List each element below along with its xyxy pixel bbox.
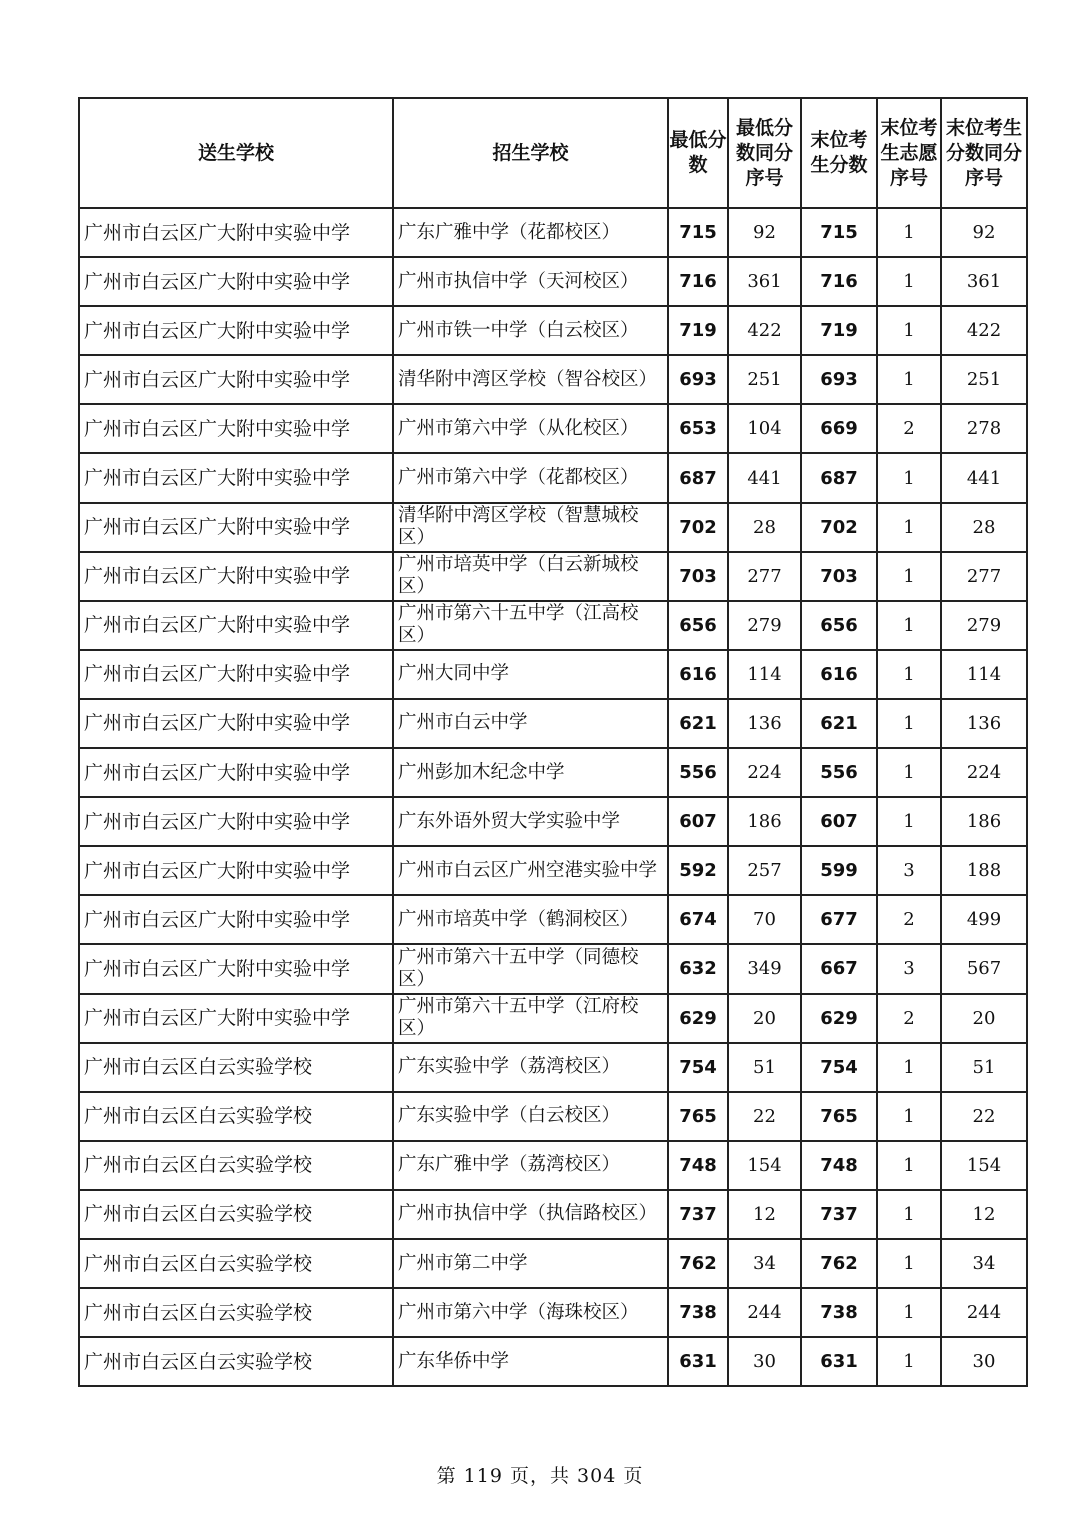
- cell-recv-school: 广州市第六中学（海珠校区）: [393, 1288, 668, 1337]
- cell-last-rank: 279: [941, 601, 1027, 650]
- table-row: [79, 748, 1027, 797]
- cell-min-score-rank: 257: [728, 846, 801, 895]
- cell-last-wish: 2: [877, 994, 941, 1043]
- cell-min-score-rank: 114: [728, 650, 801, 699]
- table-row: [79, 699, 1027, 748]
- admission-table: [78, 97, 1028, 1387]
- cell-recv-school: 广州市第六中学（花都校区）: [393, 453, 668, 502]
- cell-min-score: 716: [668, 257, 728, 306]
- cell-last-wish: 1: [877, 1092, 941, 1141]
- cell-min-score: 748: [668, 1141, 728, 1190]
- cell-last-rank: 22: [941, 1092, 1027, 1141]
- cell-min-score: 693: [668, 355, 728, 404]
- cell-last-rank: 224: [941, 748, 1027, 797]
- cell-min-score-rank: 92: [728, 208, 801, 257]
- cell-send-school: 广州市白云区广大附中实验中学: [79, 748, 393, 797]
- cell-min-score-rank: 12: [728, 1190, 801, 1239]
- cell-send-school: 广州市白云区白云实验学校: [79, 1337, 393, 1386]
- cell-recv-school: 广州彭加木纪念中学: [393, 748, 668, 797]
- cell-last-wish: 1: [877, 1043, 941, 1092]
- cell-last-rank: 188: [941, 846, 1027, 895]
- cell-last-rank: 136: [941, 699, 1027, 748]
- cell-min-score: 754: [668, 1043, 728, 1092]
- cell-last-score: 631: [801, 1337, 877, 1386]
- cell-min-score: 616: [668, 650, 728, 699]
- cell-min-score: 765: [668, 1092, 728, 1141]
- cell-last-rank: 278: [941, 404, 1027, 453]
- cell-min-score-rank: 22: [728, 1092, 801, 1141]
- cell-last-score: 715: [801, 208, 877, 257]
- cell-min-score-rank: 70: [728, 895, 801, 944]
- cell-recv-school: 广州大同中学: [393, 650, 668, 699]
- cell-last-wish: 1: [877, 208, 941, 257]
- cell-min-score: 719: [668, 306, 728, 355]
- cell-recv-school: 广州市第二中学: [393, 1239, 668, 1288]
- cell-send-school: 广州市白云区广大附中实验中学: [79, 650, 393, 699]
- cell-min-score: 762: [668, 1239, 728, 1288]
- cell-last-wish: 1: [877, 650, 941, 699]
- cell-last-wish: 3: [877, 944, 941, 993]
- table-row: [79, 846, 1027, 895]
- table-row: [79, 994, 1027, 1043]
- cell-recv-school: 广州市执信中学（执信路校区）: [393, 1190, 668, 1239]
- cell-min-score-rank: 104: [728, 404, 801, 453]
- cell-recv-school: 广东外语外贸大学实验中学: [393, 797, 668, 846]
- cell-min-score-rank: 186: [728, 797, 801, 846]
- cell-recv-school: 广东广雅中学（花都校区）: [393, 208, 668, 257]
- header-recv-school: 招生学校: [393, 98, 668, 208]
- cell-send-school: 广州市白云区广大附中实验中学: [79, 797, 393, 846]
- cell-min-score-rank: 154: [728, 1141, 801, 1190]
- cell-send-school: 广州市白云区广大附中实验中学: [79, 453, 393, 502]
- cell-recv-school: 广东华侨中学: [393, 1337, 668, 1386]
- cell-min-score: 607: [668, 797, 728, 846]
- cell-min-score: 629: [668, 994, 728, 1043]
- cell-recv-school: 广东实验中学（白云校区）: [393, 1092, 668, 1141]
- table-row: [79, 404, 1027, 453]
- table-row: [79, 1239, 1027, 1288]
- cell-send-school: 广州市白云区广大附中实验中学: [79, 404, 393, 453]
- cell-recv-school: 广州市第六中学（从化校区）: [393, 404, 668, 453]
- cell-send-school: 广州市白云区广大附中实验中学: [79, 552, 393, 601]
- cell-last-rank: 361: [941, 257, 1027, 306]
- cell-send-school: 广州市白云区白云实验学校: [79, 1043, 393, 1092]
- cell-send-school: 广州市白云区广大附中实验中学: [79, 601, 393, 650]
- table-row: [79, 895, 1027, 944]
- cell-recv-school: 广州市铁一中学（白云校区）: [393, 306, 668, 355]
- table-row: [79, 208, 1027, 257]
- cell-last-wish: 1: [877, 1239, 941, 1288]
- table-row: [79, 601, 1027, 650]
- cell-min-score: 592: [668, 846, 728, 895]
- cell-last-score: 765: [801, 1092, 877, 1141]
- cell-last-rank: 51: [941, 1043, 1027, 1092]
- cell-last-wish: 1: [877, 257, 941, 306]
- cell-last-rank: 499: [941, 895, 1027, 944]
- cell-last-rank: 12: [941, 1190, 1027, 1239]
- table-row: [79, 1092, 1027, 1141]
- cell-send-school: 广州市白云区广大附中实验中学: [79, 895, 393, 944]
- table-row: [79, 944, 1027, 993]
- cell-min-score-rank: 51: [728, 1043, 801, 1092]
- cell-last-score: 737: [801, 1190, 877, 1239]
- cell-send-school: 广州市白云区白云实验学校: [79, 1239, 393, 1288]
- cell-last-wish: 1: [877, 601, 941, 650]
- cell-min-score: 715: [668, 208, 728, 257]
- cell-send-school: 广州市白云区白云实验学校: [79, 1092, 393, 1141]
- table-row: [79, 797, 1027, 846]
- cell-send-school: 广州市白云区广大附中实验中学: [79, 699, 393, 748]
- cell-recv-school: 广州市白云中学: [393, 699, 668, 748]
- cell-send-school: 广州市白云区广大附中实验中学: [79, 994, 393, 1043]
- cell-send-school: 广州市白云区白云实验学校: [79, 1141, 393, 1190]
- table-row: [79, 1337, 1027, 1386]
- cell-last-rank: 154: [941, 1141, 1027, 1190]
- cell-last-score: 703: [801, 552, 877, 601]
- cell-last-score: 702: [801, 503, 877, 552]
- table-row: [79, 453, 1027, 502]
- cell-recv-school: 清华附中湾区学校（智慧城校区）: [393, 503, 668, 552]
- cell-recv-school: 清华附中湾区学校（智谷校区）: [393, 355, 668, 404]
- cell-last-score: 669: [801, 404, 877, 453]
- cell-last-wish: 1: [877, 552, 941, 601]
- table-row: [79, 1043, 1027, 1092]
- cell-last-rank: 28: [941, 503, 1027, 552]
- cell-send-school: 广州市白云区广大附中实验中学: [79, 944, 393, 993]
- cell-last-wish: 2: [877, 404, 941, 453]
- header-last-wish: 末位考生志愿序号: [877, 98, 941, 208]
- cell-min-score-rank: 224: [728, 748, 801, 797]
- cell-last-score: 687: [801, 453, 877, 502]
- cell-recv-school: 广东实验中学（荔湾校区）: [393, 1043, 668, 1092]
- cell-min-score: 702: [668, 503, 728, 552]
- cell-recv-school: 广东广雅中学（荔湾校区）: [393, 1141, 668, 1190]
- cell-last-wish: 3: [877, 846, 941, 895]
- cell-send-school: 广州市白云区广大附中实验中学: [79, 306, 393, 355]
- cell-send-school: 广州市白云区广大附中实验中学: [79, 846, 393, 895]
- cell-min-score: 656: [668, 601, 728, 650]
- cell-min-score: 737: [668, 1190, 728, 1239]
- cell-last-wish: 2: [877, 895, 941, 944]
- cell-last-rank: 114: [941, 650, 1027, 699]
- cell-last-rank: 277: [941, 552, 1027, 601]
- cell-min-score-rank: 422: [728, 306, 801, 355]
- cell-min-score-rank: 244: [728, 1288, 801, 1337]
- cell-last-score: 556: [801, 748, 877, 797]
- cell-recv-school: 广州市第六十五中学（江府校区）: [393, 994, 668, 1043]
- cell-last-score: 629: [801, 994, 877, 1043]
- cell-last-score: 738: [801, 1288, 877, 1337]
- cell-last-wish: 1: [877, 306, 941, 355]
- page-footer: 第 119 页，共 304 页: [436, 1465, 644, 1487]
- cell-min-score-rank: 28: [728, 503, 801, 552]
- cell-last-wish: 1: [877, 1141, 941, 1190]
- cell-last-wish: 1: [877, 699, 941, 748]
- cell-min-score-rank: 34: [728, 1239, 801, 1288]
- cell-min-score: 738: [668, 1288, 728, 1337]
- cell-last-wish: 1: [877, 1337, 941, 1386]
- cell-min-score-rank: 136: [728, 699, 801, 748]
- cell-last-wish: 1: [877, 503, 941, 552]
- cell-min-score: 631: [668, 1337, 728, 1386]
- cell-last-wish: 1: [877, 453, 941, 502]
- cell-last-rank: 441: [941, 453, 1027, 502]
- cell-min-score: 674: [668, 895, 728, 944]
- table-row: [79, 355, 1027, 404]
- cell-recv-school: 广州市培英中学（鹤洞校区）: [393, 895, 668, 944]
- table-row: [79, 306, 1027, 355]
- cell-min-score-rank: 20: [728, 994, 801, 1043]
- cell-last-score: 716: [801, 257, 877, 306]
- cell-min-score: 556: [668, 748, 728, 797]
- cell-last-rank: 30: [941, 1337, 1027, 1386]
- cell-last-wish: 1: [877, 1190, 941, 1239]
- cell-last-score: 616: [801, 650, 877, 699]
- cell-min-score: 621: [668, 699, 728, 748]
- table-row: [79, 650, 1027, 699]
- cell-min-score-rank: 30: [728, 1337, 801, 1386]
- cell-last-wish: 1: [877, 1288, 941, 1337]
- cell-recv-school: 广州市第六十五中学（江高校区）: [393, 601, 668, 650]
- cell-last-score: 656: [801, 601, 877, 650]
- cell-recv-school: 广州市白云区广州空港实验中学: [393, 846, 668, 895]
- cell-min-score-rank: 251: [728, 355, 801, 404]
- cell-send-school: 广州市白云区广大附中实验中学: [79, 503, 393, 552]
- header-min-score-rank: 最低分数同分序号: [728, 98, 801, 208]
- cell-last-wish: 1: [877, 748, 941, 797]
- table-header: [79, 98, 1027, 208]
- cell-min-score-rank: 277: [728, 552, 801, 601]
- table-body: [79, 208, 1027, 1386]
- cell-send-school: 广州市白云区广大附中实验中学: [79, 355, 393, 404]
- header-send-school: 送生学校: [79, 98, 393, 208]
- cell-min-score: 632: [668, 944, 728, 993]
- header-last-score: 末位考生分数: [801, 98, 877, 208]
- table-row: [79, 503, 1027, 552]
- cell-last-wish: 1: [877, 355, 941, 404]
- cell-min-score: 703: [668, 552, 728, 601]
- cell-min-score-rank: 279: [728, 601, 801, 650]
- table-row: [79, 1288, 1027, 1337]
- cell-last-rank: 422: [941, 306, 1027, 355]
- cell-last-score: 693: [801, 355, 877, 404]
- cell-min-score-rank: 349: [728, 944, 801, 993]
- cell-last-score: 719: [801, 306, 877, 355]
- cell-min-score: 653: [668, 404, 728, 453]
- table-row: [79, 257, 1027, 306]
- cell-last-score: 754: [801, 1043, 877, 1092]
- table-row: [79, 1190, 1027, 1239]
- cell-send-school: 广州市白云区白云实验学校: [79, 1288, 393, 1337]
- cell-min-score-rank: 361: [728, 257, 801, 306]
- table-row: [79, 552, 1027, 601]
- cell-last-rank: 34: [941, 1239, 1027, 1288]
- cell-last-score: 748: [801, 1141, 877, 1190]
- admission-table-container: [78, 97, 1026, 1387]
- cell-last-score: 599: [801, 846, 877, 895]
- cell-last-rank: 244: [941, 1288, 1027, 1337]
- cell-last-score: 667: [801, 944, 877, 993]
- cell-last-score: 677: [801, 895, 877, 944]
- cell-last-rank: 92: [941, 208, 1027, 257]
- cell-send-school: 广州市白云区白云实验学校: [79, 1190, 393, 1239]
- cell-recv-school: 广州市执信中学（天河校区）: [393, 257, 668, 306]
- cell-last-rank: 186: [941, 797, 1027, 846]
- cell-last-wish: 1: [877, 797, 941, 846]
- cell-last-score: 762: [801, 1239, 877, 1288]
- cell-send-school: 广州市白云区广大附中实验中学: [79, 208, 393, 257]
- cell-last-score: 621: [801, 699, 877, 748]
- cell-recv-school: 广州市第六十五中学（同德校区）: [393, 944, 668, 993]
- cell-last-rank: 567: [941, 944, 1027, 993]
- cell-recv-school: 广州市培英中学（白云新城校区）: [393, 552, 668, 601]
- table-row: [79, 1141, 1027, 1190]
- cell-last-rank: 20: [941, 994, 1027, 1043]
- cell-last-rank: 251: [941, 355, 1027, 404]
- cell-send-school: 广州市白云区广大附中实验中学: [79, 257, 393, 306]
- cell-min-score: 687: [668, 453, 728, 502]
- header-last-rank: 末位考生分数同分序号: [941, 98, 1027, 208]
- cell-last-score: 607: [801, 797, 877, 846]
- header-min-score: 最低分数: [668, 98, 728, 208]
- cell-min-score-rank: 441: [728, 453, 801, 502]
